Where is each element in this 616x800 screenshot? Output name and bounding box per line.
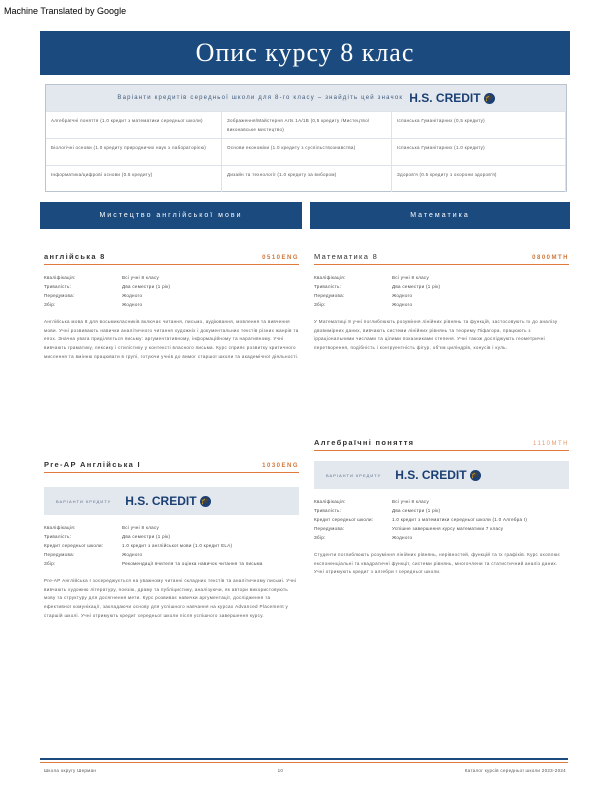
- info-row: [314, 273, 569, 282]
- info-row: [314, 300, 569, 309]
- hs-credit-logo-text: H.S. CREDIT: [125, 494, 197, 508]
- course-code: 1030ENG: [262, 463, 299, 469]
- page-number: 10: [277, 768, 284, 773]
- credit-option-cell: Іспанська Гуманітарних (1.0 кредиту): [392, 138, 566, 165]
- credit-option-cell: Іспанська Гуманітарних (0,5 кредиту): [392, 111, 566, 138]
- info-value: Два семестри (1 рік): [122, 284, 171, 289]
- course-info: [44, 273, 299, 309]
- hs-credit-small-label: ВАРІАНТИ КРЕДИТУ: [326, 472, 382, 478]
- hs-credit-logo-text: H.S. CREDIT: [409, 91, 481, 105]
- info-row: [314, 506, 569, 515]
- course-code: 0800MTH: [532, 255, 569, 261]
- credit-option-cell: Зображення/Майстерня Arts 1A/1B (0,5 кредиту /Мистецтво/ виконавське мистецтво): [222, 111, 392, 138]
- info-label: Кредит середньої школи:: [44, 543, 104, 548]
- info-row: [44, 523, 299, 532]
- credit-option-cell: Здоров'я (0.5 кредиту з охорони здоров'я): [392, 165, 566, 192]
- info-row: [44, 282, 299, 291]
- credit-options-grid: [46, 111, 566, 192]
- credit-options-heading-text: Варіанти кредитів середньої школи для 8-го класу – знайдіть цей значок: [117, 95, 404, 101]
- info-value: Жодного: [392, 302, 413, 307]
- info-value: Всі учні 8 класу: [392, 499, 430, 504]
- footer-left: Школа округу Шерман: [44, 768, 97, 773]
- info-label: Передумова:: [44, 552, 75, 557]
- course-title-row: [314, 438, 569, 451]
- course-info: [314, 497, 569, 542]
- course-algebraic-concepts: [314, 438, 569, 577]
- info-row: [44, 532, 299, 541]
- info-row: [314, 515, 569, 524]
- info-label: Тривалість:: [314, 508, 342, 513]
- course-name: Математика 8: [314, 252, 379, 261]
- info-label: Передумова:: [44, 293, 75, 298]
- page-title: Опис курсу 8 клас: [40, 31, 570, 75]
- info-value: 1.0 кредит з математики середньої школи (1.0 Алгебра I): [392, 517, 528, 522]
- info-label: Кваліфікація:: [314, 275, 346, 280]
- math-column-heading: Математика: [310, 202, 570, 229]
- info-value: Рекомендації вчителя та оцінка навичок читання та письма: [122, 561, 263, 566]
- info-label: Передумова:: [314, 526, 345, 531]
- page-footer: [44, 768, 566, 773]
- course-description: Pre-AP Англійська I зосереджується на уважному читанні складних текстів та аналітичному письмі. Учні вивчають художню літературу, поезію, драму та публіцистику, аналізуючи, як автори використовують мову та структуру для досягнення мети. Курс розвиває навички аргументації, дослідження та ефективної комунікації, закладаючи основу для успішного навчання на курсах Advanced Placement у старшій школі. Учні отримують кредит середньої школи після успішного завершення курсу.: [44, 578, 297, 618]
- info-label: Збір:: [314, 535, 326, 540]
- machine-translated-label: Machine Translated by Google: [4, 6, 127, 16]
- hs-credit-banner: [44, 487, 299, 515]
- info-value: Два семестри (1 рік): [392, 508, 441, 513]
- info-label: Тривалість:: [314, 284, 342, 289]
- info-value: Успішне завершення курсу математики 7 класу: [392, 526, 504, 531]
- info-label: Збір:: [314, 302, 326, 307]
- info-label: Тривалість:: [44, 534, 72, 539]
- hs-credit-small-label: ВАРІАНТИ КРЕДИТУ: [56, 498, 112, 504]
- course-math-8: [314, 252, 569, 353]
- info-row: [44, 273, 299, 282]
- credit-options-box: [45, 84, 567, 192]
- info-row: [44, 300, 299, 309]
- info-label: Кваліфікація:: [44, 275, 76, 280]
- credit-option-cell: Біологічні основи (1.0 кредиту природничих наук з лабораторією): [46, 138, 222, 165]
- course-english-8: [44, 252, 299, 362]
- footer-rule: [40, 758, 568, 760]
- course-description: Англійська мова 8 для восьмикласників включає читання, письмо, аудіювання, мовлення та вивчення мови. Учні розвивають навички аналітичного читання художніх і документальних текстів різних жанрів та епох. Значна увага приділяється письму: аргументативному, інформаційному та наративному. Учні вивчають граматику, лексику і стилістику у контексті власного письма. Курс сприяє розвитку критичного мислення та вмінню працювати в групі, готуючи учнів до вимог старшої школи та академічної діяльності.: [44, 319, 299, 359]
- course-name: англійська 8: [44, 252, 106, 261]
- credit-options-heading: [46, 85, 566, 111]
- info-label: Тривалість:: [44, 284, 72, 289]
- info-value: Всі учні 8 класу: [392, 275, 430, 280]
- graduation-cap-icon: 🎓: [484, 93, 495, 104]
- info-row: [44, 291, 299, 300]
- footer-right: Каталог курсів середньої школи 2023-2024: [464, 768, 566, 773]
- hs-credit-logo: [409, 91, 494, 105]
- info-label: Передумова:: [314, 293, 345, 298]
- graduation-cap-icon: 🎓: [470, 470, 481, 481]
- info-label: Кредит середньої школи:: [314, 517, 374, 522]
- info-label: Кваліфікація:: [44, 525, 76, 530]
- credit-option-cell: Дизайн та технології (1.0 кредиту за вибором): [222, 165, 392, 192]
- credit-option-cell: Основи економіки (1.0 кредиту з суспільствознавства): [222, 138, 392, 165]
- hs-credit-logo: [395, 468, 480, 482]
- info-row: [314, 497, 569, 506]
- info-value: Два семестри (1 рік): [122, 534, 171, 539]
- credit-option-cell: Інформатика/цифрові основи (0.5 кредиту): [46, 165, 222, 192]
- info-value: Жодного: [122, 293, 143, 298]
- course-description: Студенти поглиблюють розуміння лінійних рівнянь, нерівностей, функцій та їх графіків. Курс охоплює експоненціальні та квадратичні функції, системи рівнянь, многочлени та статистичний аналіз даних. Учні отримують кредит з алгебри I середньої школи.: [314, 552, 561, 575]
- course-title-row: [44, 252, 299, 265]
- info-value: Жодного: [392, 535, 413, 540]
- info-row: [314, 291, 569, 300]
- course-name: Pre-AP Англійська І: [44, 460, 141, 469]
- info-label: Кваліфікація:: [314, 499, 346, 504]
- credit-option-cell: Алгебраїчні поняття (1.0 кредит з математики середньої школи): [46, 111, 222, 138]
- course-description: У Математиці 8 учні поглиблюють розуміння лінійних рівнянь та функцій, застосовують їх до аналізу двовимірних даних, вивчають системи лінійних рівнянь та теорему Піфагора, працюють з ірраціональними числами та цілими показниками степеня. Учні також досліджують геометричні перетворення, подібність і конгруентність фігур, об'єм циліндрів, конусів і куль.: [314, 319, 558, 351]
- info-label: Збір:: [44, 561, 56, 566]
- course-code: 1110MTH: [533, 441, 569, 447]
- info-row: [44, 541, 299, 550]
- info-value: Жодного: [392, 293, 413, 298]
- info-value: 1.0 кредит з англійської мови (1.0 кредит ELA): [122, 543, 233, 548]
- course-info: [314, 273, 569, 309]
- hs-credit-logo-text: H.S. CREDIT: [395, 468, 467, 482]
- course-title-row: [314, 252, 569, 265]
- course-name: Алгебраїчні поняття: [314, 438, 415, 447]
- info-row: [314, 533, 569, 542]
- info-row: [314, 282, 569, 291]
- info-row: [44, 550, 299, 559]
- info-value: Жодного: [122, 302, 143, 307]
- info-value: Всі учні 8 класу: [122, 525, 160, 530]
- info-row: [44, 559, 299, 568]
- course-title-row: [44, 460, 299, 473]
- course-pre-ap-english: [44, 460, 299, 621]
- english-column-heading: Мистецтво англійської мови: [40, 202, 302, 229]
- course-code: 0510ENG: [262, 255, 299, 261]
- course-info: [44, 523, 299, 568]
- hs-credit-logo: [125, 494, 210, 508]
- hs-credit-banner: [314, 461, 569, 489]
- info-row: [314, 524, 569, 533]
- footer-accent-rule: [40, 762, 568, 763]
- info-value: Два семестри (1 рік): [392, 284, 441, 289]
- graduation-cap-icon: 🎓: [200, 496, 211, 507]
- info-label: Збір:: [44, 302, 56, 307]
- info-value: Жодного: [122, 552, 143, 557]
- info-value: Всі учні 8 класу: [122, 275, 160, 280]
